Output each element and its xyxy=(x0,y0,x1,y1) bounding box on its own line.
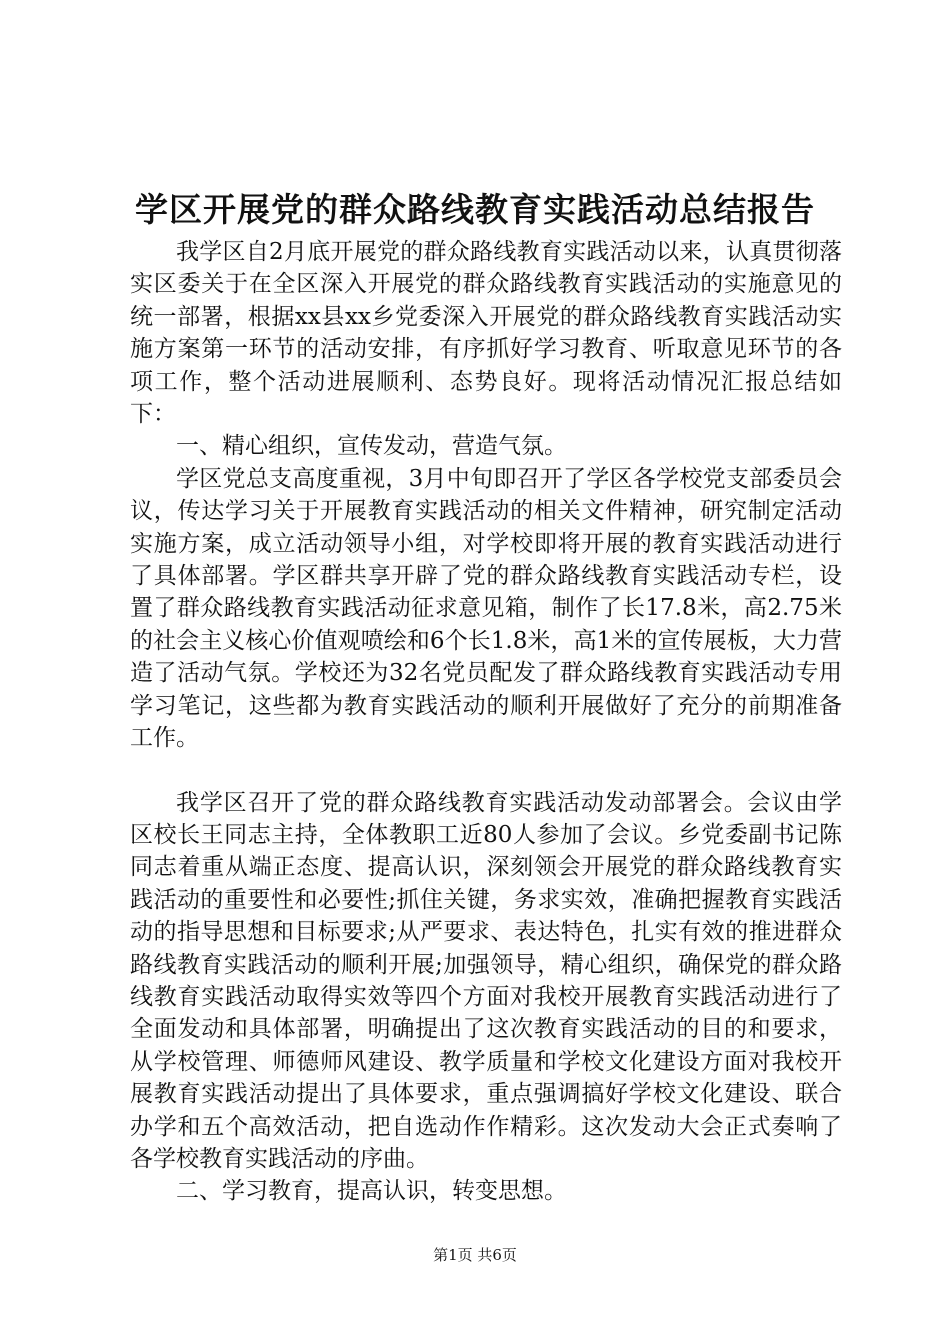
document-title: 学区开展党的群众路线教育实践活动总结报告 xyxy=(135,190,815,229)
intro-paragraph: 我学区自2月底开展党的群众路线教育实践活动以来，认真贯彻落实区委关于在全区深入开展党的群众路线教育实践活动的实施意见的统一部署，根据xx县xx乡党委深入开展党的群众路线教育实践活动实施方案第一环节的活动安排，有序抓好学习教育、听取意见环节的各项工作，整个活动进展顺利、态势良好。现将活动情况汇报总结如下： xyxy=(130,239,842,428)
paragraph-gap xyxy=(130,755,842,787)
section-1-paragraph-1: 学区党总支高度重视，3月中旬即召开了学区各学校党支部委员会议，传达学习关于开展教育实践活动的相关文件精神，研究制定活动实施方案，成立活动领导小组，对学校即将开展的教育实践活动进行了具体部署。学区群共享开辟了党的群众路线教育实践活动专栏，设置了群众路线教育实践活动征求意见箱，制作了长17.8米，高2.75米的社会主义核心价值观喷绘和6个长1.8米，高1米的宣传展板，大力营造了活动气氛。学校还为32名党员配发了群众路线教育实践活动专用学习笔记，这些都为教育实践活动的顺利开展做好了充分的前期准备工作。 xyxy=(130,465,842,752)
section-heading-2: 二、学习教育，提高认识，转变思想。 xyxy=(176,1178,567,1205)
page-footer: 第1页 共6页 xyxy=(433,1246,517,1264)
section-heading-1: 一、精心组织，宣传发动，营造气氛。 xyxy=(176,433,567,460)
document-body xyxy=(130,236,842,1208)
section-1-paragraph-2: 我学区召开了党的群众路线教育实践活动发动部署会。会议由学区校长王同志主持，全体教职工近80人参加了会议。乡党委副书记陈同志着重从端正态度、提高认识，深刻领会开展党的群众路线教育实践活动的重要性和必要性;抓住关键，务求实效，准确把握教育实践活动的指导思想和目标要求;从严要求、表达特色，扎实有效的推进群众路线教育实践活动的顺利开展;加强领导，精心组织，确保党的群众路线教育实践活动取得实效等四个方面对我校开展教育实践活动进行了全面发动和具体部署，明确提出了这次教育实践活动的目的和要求，从学校管理、师德师风建设、教学质量和学校文化建设方面对我校开展教育实践活动提出了具体要求，重点强调搞好学校文化建设、联合办学和五个高效活动，把自选动作作精彩。这次发动大会正式奏响了各学校教育实践活动的序曲。 xyxy=(130,789,842,1172)
